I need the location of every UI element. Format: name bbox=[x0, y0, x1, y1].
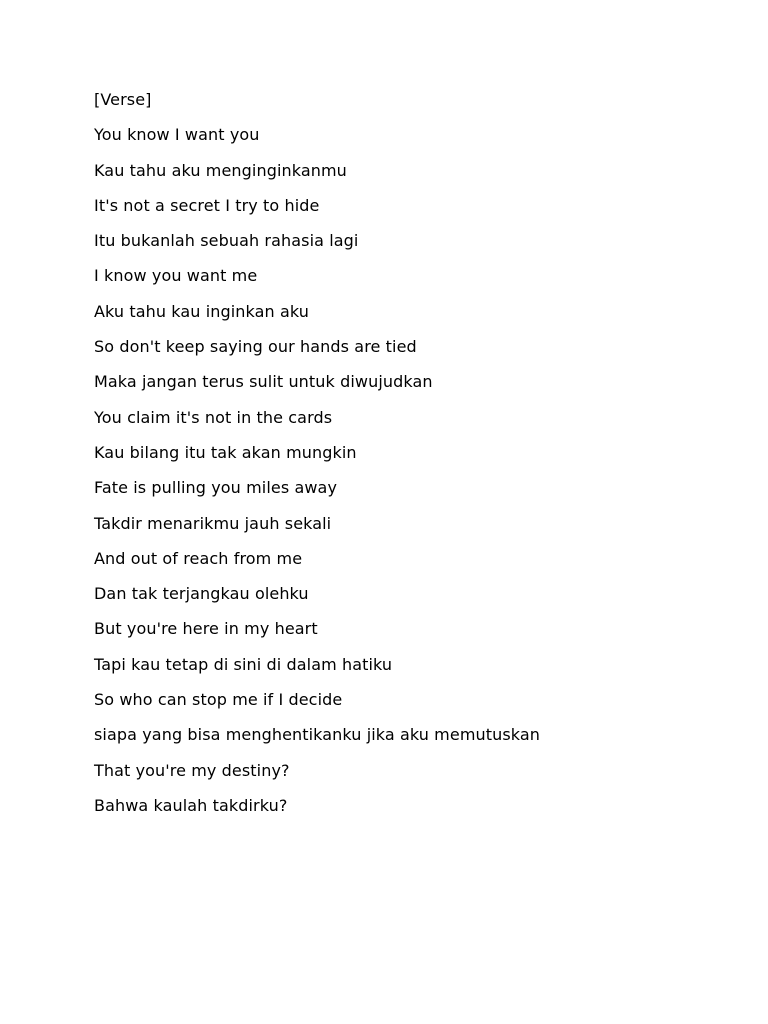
lyric-line-english: You know I want you bbox=[94, 125, 260, 145]
lyric-line-english: But you're here in my heart bbox=[94, 619, 318, 639]
lyric-line-translation: Aku tahu kau inginkan aku bbox=[94, 301, 309, 321]
lyric-line-english: So who can stop me if I decide bbox=[94, 690, 343, 710]
lyric-line-translation: Tapi kau tetap di sini di dalam hatiku bbox=[94, 654, 393, 674]
lyrics-text bbox=[94, 88, 734, 829]
lyric-line-english: Fate is pulling you miles away bbox=[94, 478, 338, 498]
lyric-line-translation: Kau bilang itu tak akan mungkin bbox=[94, 442, 357, 462]
section-heading: [Verse] bbox=[94, 90, 152, 109]
lyric-line-english: It's not a secret I try to hide bbox=[94, 195, 320, 215]
lyric-line-translation: Dan tak terjangkau olehku bbox=[94, 584, 309, 604]
lyric-line-translation: Takdir menarikmu jauh sekali bbox=[94, 513, 332, 533]
lyric-line-english: That you're my destiny? bbox=[94, 760, 290, 780]
lyric-line-english: So don't keep saying our hands are tied bbox=[94, 337, 417, 357]
lyric-line-translation: Maka jangan terus sulit untuk diwujudkan bbox=[94, 372, 433, 392]
lyric-line-english: You claim it's not in the cards bbox=[94, 407, 333, 427]
lyric-line-translation: Itu bukanlah sebuah rahasia lagi bbox=[94, 231, 359, 251]
lyric-line-translation: Kau tahu aku menginginkanmu bbox=[94, 160, 347, 180]
lyric-line-english: And out of reach from me bbox=[94, 548, 303, 568]
lyric-line-translation: Bahwa kaulah takdirku? bbox=[94, 795, 288, 815]
lyric-line-translation: siapa yang bisa menghentikanku jika aku memutuskan bbox=[94, 725, 541, 745]
lyric-line-english: I know you want me bbox=[94, 266, 258, 286]
